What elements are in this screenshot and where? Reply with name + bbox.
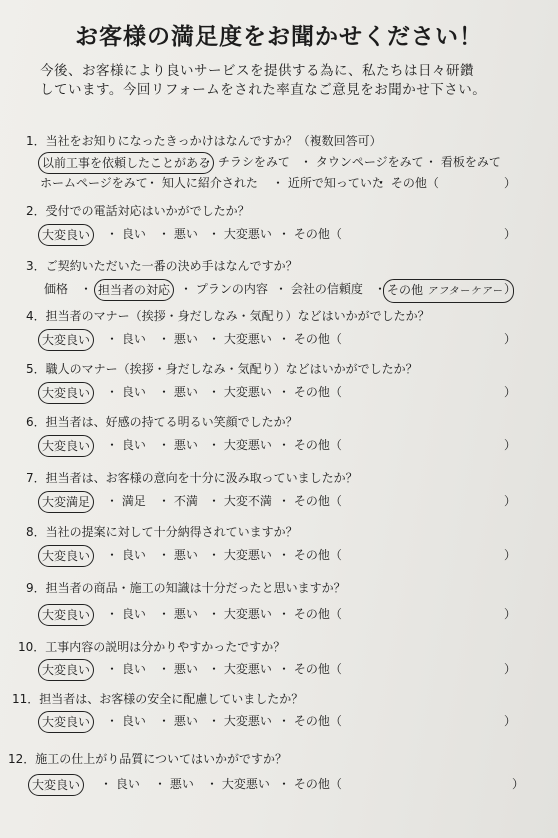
handwritten-answer: アフターケアー — [427, 286, 504, 297]
option-very-bad[interactable]: ・ 大変悪い — [208, 607, 272, 621]
option-good[interactable]: ・ 良い — [106, 332, 146, 346]
question-7 — [20, 469, 540, 511]
option-separator: ・ — [80, 282, 93, 296]
option-very-bad[interactable]: ・ 大変悪い — [208, 438, 272, 452]
option-bad[interactable]: ・ 悪い — [158, 332, 198, 346]
other-close-paren: ） — [503, 176, 516, 190]
question-3-text: 3．ご契約いただいた一番の決め手はなんですか？ — [26, 259, 298, 273]
option-company-trust[interactable]: ・ 会社の信頼度 — [275, 282, 363, 296]
option-town-page[interactable]: ・ タウンページをみて — [300, 155, 424, 169]
question-9-options — [20, 604, 540, 624]
question-6-options — [20, 435, 540, 455]
option-bad[interactable]: ・ 悪い — [158, 714, 198, 728]
question-5-options — [20, 382, 540, 402]
option-good[interactable]: ・ 良い — [100, 777, 140, 791]
option-very-bad[interactable]: ・ 大変悪い — [208, 332, 272, 346]
other-close-paren: ） — [503, 607, 516, 621]
option-bad[interactable]: ・ 悪い — [158, 548, 198, 562]
option-other-selected[interactable] — [383, 279, 514, 303]
option-flyer[interactable]: ・ チラシをみて — [202, 155, 290, 169]
option-separator-2: ・ — [374, 282, 387, 296]
option-bad[interactable]: ・ 悪い — [158, 662, 198, 676]
question-4-options — [20, 329, 540, 349]
option-price[interactable]: 価格 — [44, 282, 69, 296]
option-acquaintance[interactable]: ・ 知人に紹介された — [146, 176, 258, 190]
question-1-options-line-2 — [20, 173, 540, 193]
option-very-bad[interactable]: ・ 大変悪い — [208, 385, 272, 399]
other-close-paren: ） — [503, 494, 516, 508]
question-8 — [20, 523, 540, 565]
other-close-paren: ） — [503, 662, 516, 676]
question-12 — [8, 750, 540, 794]
question-11-options — [20, 711, 540, 731]
intro-text — [40, 62, 540, 100]
option-very-good-selected[interactable]: 大変良い — [38, 382, 94, 404]
option-bad[interactable]: ・ 悪い — [158, 227, 198, 241]
other-close-paren: ） — [503, 385, 516, 399]
question-11-text: 11．担当者は、お客様の安全に配慮していましたか？ — [12, 692, 304, 706]
option-other[interactable]: ・ その他（ — [278, 548, 342, 562]
other-close-paren: ） — [503, 332, 516, 346]
option-plan-content[interactable]: ・ プランの内容 — [180, 282, 268, 296]
option-other[interactable]: ・ その他（ — [375, 176, 439, 190]
question-3-options — [20, 279, 540, 299]
option-good[interactable]: ・ 良い — [106, 438, 146, 452]
option-bad[interactable]: ・ 悪い — [158, 385, 198, 399]
option-neighborhood[interactable]: ・ 近所で知っていた — [272, 176, 384, 190]
option-homepage[interactable]: ホームページをみて — [40, 176, 148, 190]
option-very-satisfied-selected[interactable]: 大変満足 — [38, 491, 94, 513]
other-close-paren: ） — [503, 714, 516, 728]
option-satisfied[interactable]: ・ 満足 — [106, 494, 146, 508]
option-other[interactable]: ・ その他（ — [278, 438, 342, 452]
option-very-bad[interactable]: ・ 大変悪い — [208, 714, 272, 728]
option-staff-response-selected[interactable]: 担当者の対応 — [94, 279, 174, 301]
question-10-options — [20, 659, 540, 679]
option-signboard[interactable]: ・ 看板をみて — [425, 155, 501, 169]
option-very-bad[interactable]: ・ 大変悪い — [206, 777, 270, 791]
question-9 — [20, 579, 540, 624]
option-very-good-selected[interactable]: 大変良い — [38, 329, 94, 351]
option-very-good-selected[interactable]: 大変良い — [38, 435, 94, 457]
option-other[interactable]: ・ その他（ — [278, 714, 342, 728]
option-good[interactable]: ・ 良い — [106, 548, 146, 562]
question-12-text: 12．施工の仕上がり品質についてはいかがですか？ — [8, 752, 288, 766]
other-close-paren: ） — [503, 227, 516, 241]
survey-title: お客様の満足度をお聞かせください！ — [75, 24, 483, 50]
option-good[interactable]: ・ 良い — [106, 385, 146, 399]
option-very-bad[interactable]: ・ 大変悪い — [208, 548, 272, 562]
option-other[interactable]: ・ その他（ — [278, 227, 342, 241]
option-very-good-selected[interactable]: 大変良い — [28, 774, 84, 796]
option-other[interactable]: ・ その他（ — [278, 777, 342, 791]
other-close-paren: ） — [503, 548, 516, 562]
intro-line-2: しています。今回リフォームをされた率直なご意見をお聞かせ下さい。 — [40, 82, 487, 98]
other-close-paren: ） — [503, 282, 516, 296]
question-7-options — [20, 491, 540, 511]
option-good[interactable]: ・ 良い — [106, 607, 146, 621]
option-very-dissatisfied[interactable]: ・ 大変不満 — [208, 494, 272, 508]
option-dissatisfied[interactable]: ・ 不満 — [158, 494, 198, 508]
option-very-good-selected[interactable]: 大変良い — [38, 604, 94, 626]
question-2 — [20, 202, 540, 244]
option-other[interactable]: ・ その他（ — [278, 332, 342, 346]
option-very-good-selected[interactable]: 大変良い — [38, 545, 94, 567]
option-other[interactable]: ・ その他（ — [278, 662, 342, 676]
option-bad[interactable]: ・ 悪い — [154, 777, 194, 791]
question-12-options — [20, 774, 540, 794]
option-other[interactable]: ・ その他（ — [278, 494, 342, 508]
option-good[interactable]: ・ 良い — [106, 714, 146, 728]
option-good[interactable]: ・ 良い — [106, 227, 146, 241]
option-very-bad[interactable]: ・ 大変悪い — [208, 662, 272, 676]
question-5 — [20, 360, 540, 402]
question-2-options — [20, 224, 540, 244]
question-3 — [20, 257, 540, 299]
option-other[interactable]: ・ その他（ — [278, 385, 342, 399]
question-1-text: 1．当社をお知りになったきっかけはなんですか？（複数回答可） — [26, 134, 382, 148]
option-good[interactable]: ・ 良い — [106, 662, 146, 676]
question-9-text: 9．担当者の商品・施工の知識は十分だったと思いますか？ — [26, 581, 346, 595]
question-8-text: 8．当社の提案に対して十分納得されていますか？ — [26, 525, 298, 539]
option-bad[interactable]: ・ 悪い — [158, 438, 198, 452]
question-5-text: 5．職人のマナー（挨拶・身だしなみ・気配り）などはいかがでしたか？ — [26, 362, 418, 376]
question-10 — [20, 638, 540, 679]
intro-line-1: 今後、お客様により良いサービスを提供する為に、私たちは日々研鑽 — [40, 63, 474, 79]
question-6-text: 6．担当者は、好感の持てる明るい笑顔でしたか？ — [26, 415, 298, 429]
option-very-bad[interactable]: ・ 大変悪い — [208, 227, 272, 241]
question-6 — [20, 413, 540, 455]
other-close-paren: ） — [503, 438, 516, 452]
question-8-options — [20, 545, 540, 565]
option-previous-request-selected[interactable]: 以前工事を依頼したことがある — [38, 152, 214, 174]
option-bad[interactable]: ・ 悪い — [158, 607, 198, 621]
question-1 — [20, 132, 540, 193]
question-4 — [20, 307, 540, 349]
option-very-good-selected[interactable]: 大変良い — [38, 711, 94, 733]
question-2-text: 2．受付での電話対応はいかがでしたか？ — [26, 204, 250, 218]
question-10-text: 10．工事内容の説明は分かりやすかったですか？ — [18, 640, 286, 654]
option-very-good-selected[interactable]: 大変良い — [38, 224, 94, 246]
question-1-options-line-1 — [20, 152, 540, 172]
question-7-text: 7．担当者は、お客様の意向を十分に汲み取っていましたか？ — [26, 471, 358, 485]
option-very-good-selected[interactable]: 大変良い — [38, 659, 94, 681]
other-close-paren: ） — [511, 777, 524, 791]
question-11 — [12, 690, 540, 731]
option-other[interactable]: ・ その他（ — [278, 607, 342, 621]
option-other-label: その他 — [387, 283, 424, 297]
question-4-text: 4．担当者のマナー（挨拶・身だしなみ・気配り）などはいかがでしたか？ — [26, 309, 430, 323]
